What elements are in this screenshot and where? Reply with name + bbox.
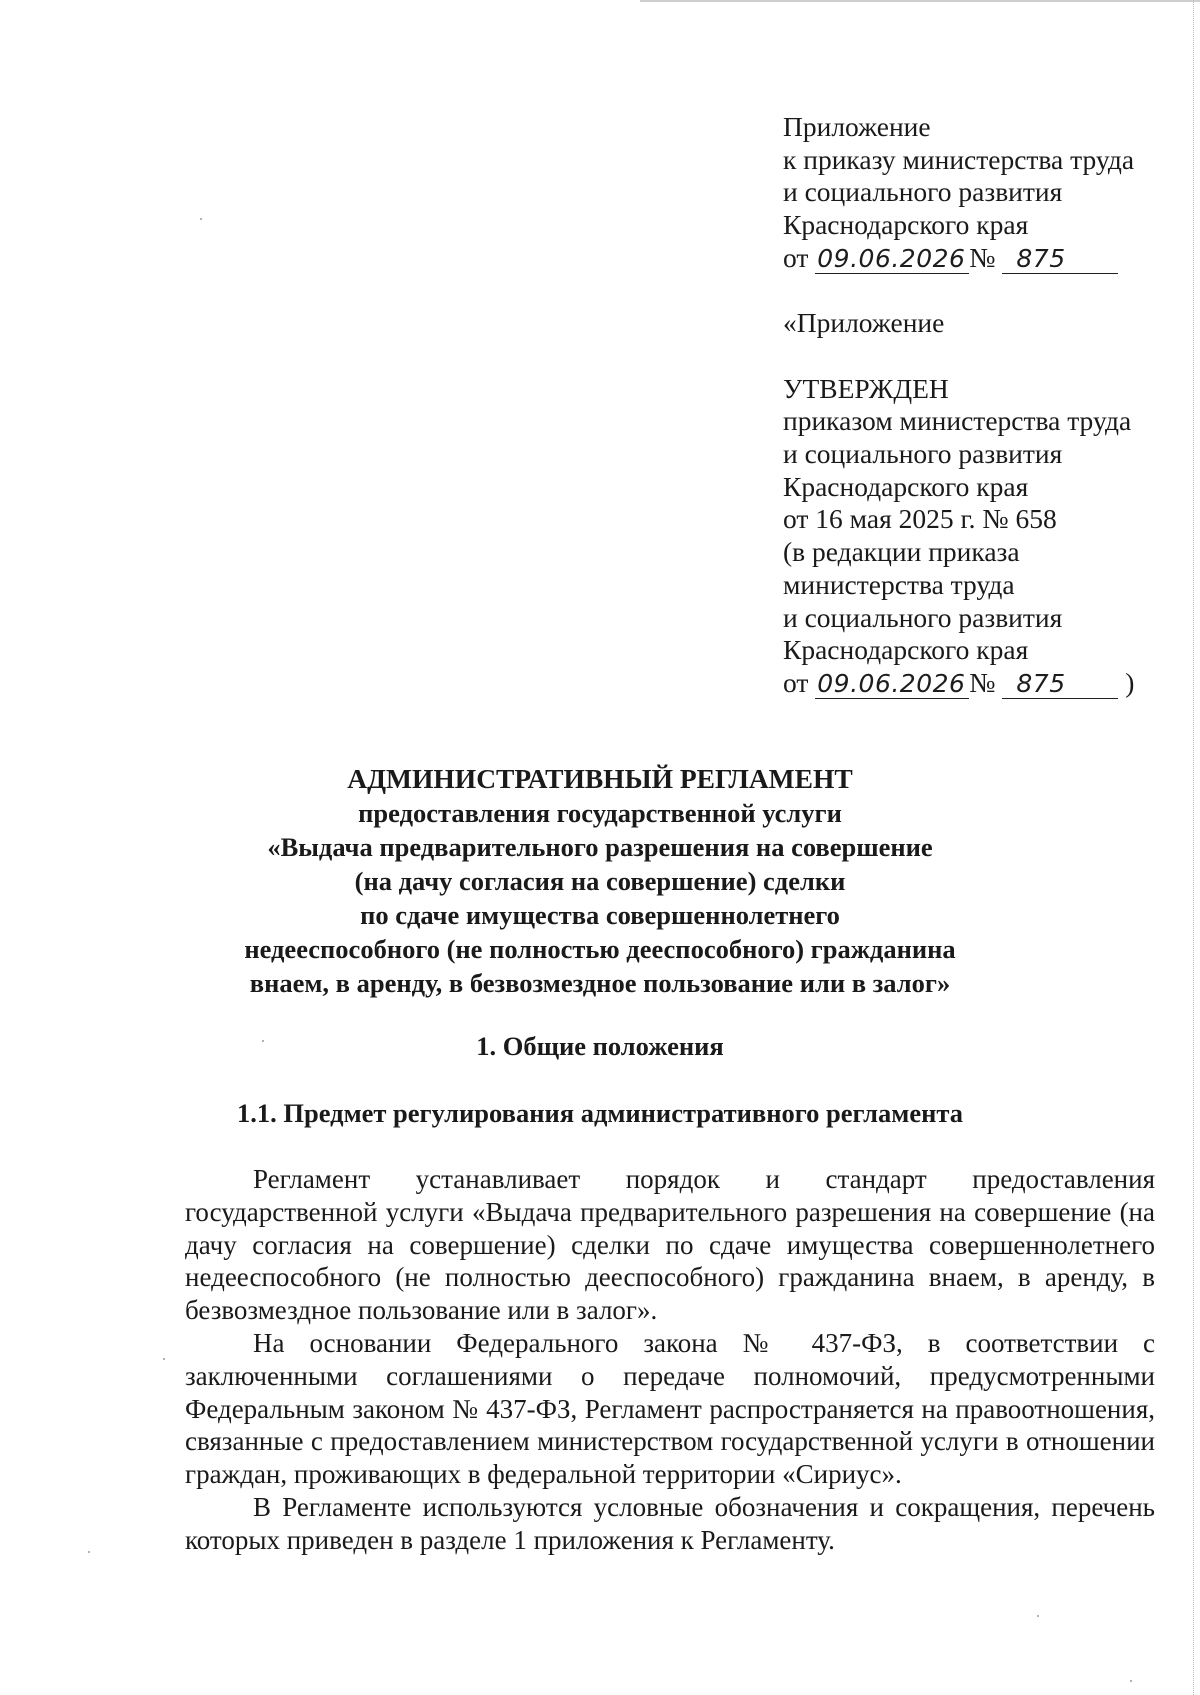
- appendix-ministry-line: и социального развития: [783, 176, 1063, 208]
- date-prefix: от: [783, 241, 809, 273]
- title-main: АДМИНИСТРАТИВНЫЙ РЕГЛАМЕНТ: [347, 763, 853, 794]
- number-sign-2: №: [969, 666, 996, 698]
- scan-speck: [1037, 1615, 1039, 1617]
- approved-revision-date-number-line: [783, 667, 1163, 700]
- appendix-region-line: Краснодарского края: [783, 209, 1029, 241]
- title-line-5: по сдаче имущества совершеннолетнего: [360, 900, 840, 930]
- approved-ministry-line: и социального развития: [783, 438, 1063, 469]
- title-line-2: предоставления государственной услуги: [358, 798, 842, 828]
- scan-top-edge: [640, 0, 1200, 2]
- approved-order-line: приказом министерства труда: [783, 405, 1132, 437]
- scan-speck: [88, 1551, 90, 1553]
- approved-revision-region-line: Краснодарского края: [783, 634, 1029, 666]
- approved-revision-social-line: и социального развития: [783, 601, 1063, 633]
- scan-speck: [1130, 1680, 1132, 1682]
- title-line-4: (на дачу согласия на совершение) сделки: [354, 866, 846, 896]
- paragraph-3: В Регламенте используются условные обозначения и сокращения, перечень которых приведен в разделе 1 приложения к Регламенту.: [185, 1491, 1155, 1555]
- handwritten-date: 09.06.2026: [815, 245, 969, 274]
- approved-region-line: Краснодарского края: [783, 470, 1029, 502]
- handwritten-date-2: 09.06.2026: [815, 670, 969, 699]
- closing-parenthesis: ): [1125, 666, 1135, 698]
- number-sign: №: [969, 241, 996, 273]
- document-title: [0, 762, 1200, 1000]
- section-heading: 1. Общие положения: [476, 1031, 724, 1061]
- approval-block: [783, 111, 1163, 700]
- scan-speck: [262, 1040, 264, 1042]
- scan-speck: [200, 218, 202, 220]
- quoted-appendix-label: «Приложение: [783, 307, 945, 339]
- approved-original-date-line: от 16 мая 2025 г. № 658: [783, 503, 1057, 535]
- handwritten-number: 875: [1002, 245, 1118, 274]
- body-text: [185, 1163, 1155, 1557]
- paragraph-1: Регламент устанавливает порядок и стандарт предоставления государственной услуги «Выдача предварительного разрешения на совершение (на дачу согласия на совершение) сделки по сдаче имущества совершеннолетнего недееспособного (не полностью дееспособного) гражданина внаем, в аренду, в безвозмездное пользование или в залог».: [185, 1164, 1155, 1326]
- paragraph-2: На основании Федерального закона № 437-ФЗ, в соответствии с заключенными соглашениями о передаче полномочий, предусмотренными Федеральным законом № 437-ФЗ, Регламент распространяется на правоотношения, связанные с предоставлением министерством государственной услуги в отношении граждан, проживающих в федеральной территории «Сириус».: [185, 1327, 1155, 1490]
- title-line-3: «Выдача предварительного разрешения на совершение: [267, 832, 933, 862]
- handwritten-number-2: 875: [1002, 670, 1118, 699]
- approved-revision-line: (в редакции приказа: [783, 536, 1020, 568]
- title-line-6: недееспособного (не полностью дееспособного) гражданина: [244, 934, 956, 964]
- title-line-7: внаем, в аренду, в безвозмездное пользование или в залог»: [249, 968, 951, 998]
- appendix-date-number-line: [783, 242, 1163, 275]
- approved-revision-ministry-line: министерства труда: [783, 568, 1015, 600]
- date-prefix-2: от: [783, 666, 809, 698]
- subsection-heading: 1.1. Предмет регулирования административного регламента: [237, 1098, 963, 1128]
- appendix-label: Приложение: [783, 111, 931, 142]
- appendix-order-line: к приказу министерства труда: [783, 143, 1135, 175]
- approved-label: УТВЕРЖДЕН: [783, 372, 949, 404]
- scan-speck: [163, 1358, 165, 1360]
